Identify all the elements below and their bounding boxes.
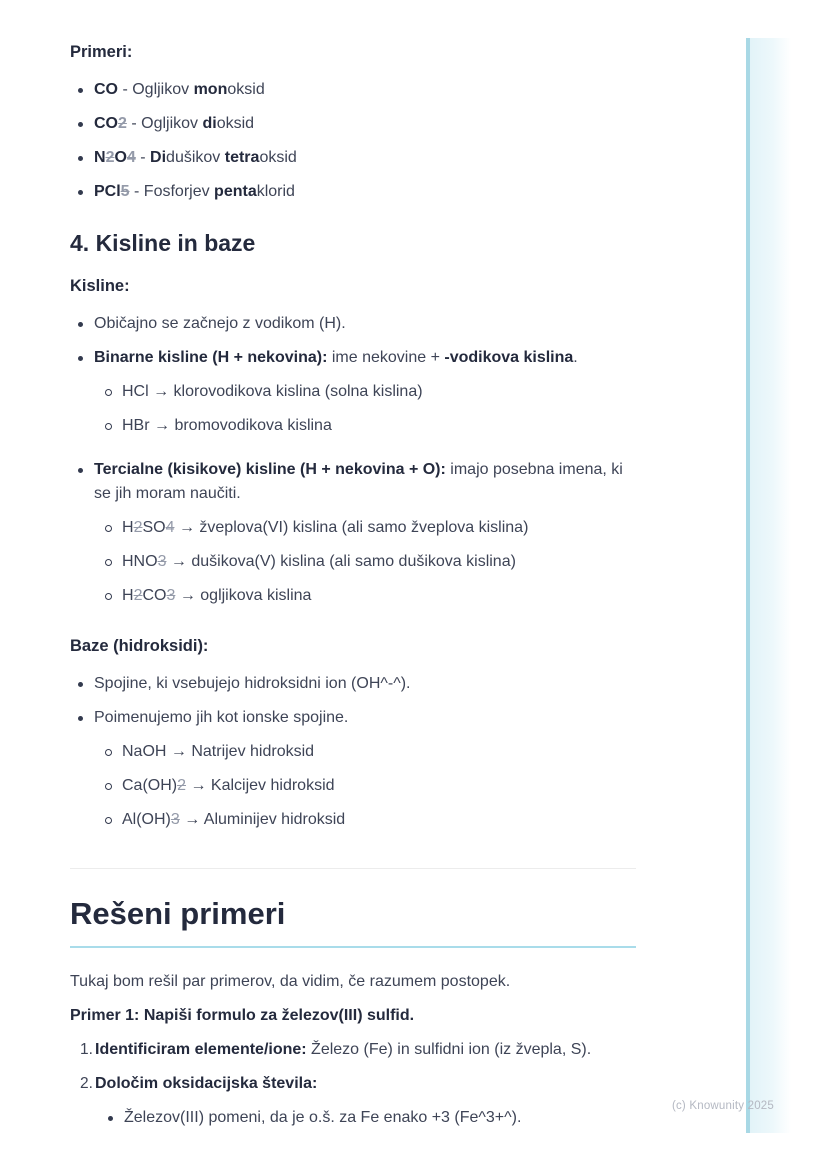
text-run: di <box>202 115 217 132</box>
text-run: Spojine, ki vsebujejo hidroksidni ion (OH^-^). <box>94 675 411 692</box>
kisline-list <box>70 312 636 618</box>
dot-shape <box>78 122 83 127</box>
text-run: Kisline: <box>70 277 130 295</box>
ring-shape <box>105 749 112 756</box>
text-run: H <box>122 519 134 536</box>
text-run: 2 <box>177 777 187 794</box>
circle-bullet-icon <box>105 808 122 824</box>
list-item <box>105 516 636 540</box>
text-run: PCl <box>94 183 121 200</box>
list-item <box>70 312 636 336</box>
dot-shape <box>78 356 83 361</box>
text-run: Običajno se začnejo z vodikom (H). <box>94 315 346 332</box>
list-item-text <box>94 346 636 448</box>
text-run: 4. Kisline in baze <box>70 230 256 256</box>
text-run: klorid <box>256 183 295 200</box>
text-run: tetra <box>224 149 260 166</box>
text-run: → Kalcijev hidroksid <box>186 777 335 794</box>
text-run: Ca(OH) <box>122 777 178 794</box>
ring-shape <box>105 817 112 824</box>
sub-list <box>105 516 636 608</box>
list-item-text <box>94 706 636 842</box>
list-item <box>105 584 636 608</box>
list-item-text <box>94 458 636 618</box>
list-item <box>106 1106 636 1130</box>
text-run: imajo posebna imena, ki se jih moram naučiti. <box>94 461 623 502</box>
text-run: ime nekovine + <box>327 349 445 366</box>
circle-bullet-icon <box>105 740 122 756</box>
text-run: -vodikova kislina <box>444 349 574 366</box>
text-run: Rešeni primeri <box>70 896 286 931</box>
dot-shape <box>78 716 83 721</box>
ring-shape <box>105 389 112 396</box>
text-run: → dušikova(V) kislina (ali samo dušikova kislina) <box>166 553 516 570</box>
list-item <box>105 808 636 832</box>
disc-bullet-icon <box>78 146 94 161</box>
list-item-text <box>94 112 636 136</box>
disc-bullet-icon <box>78 672 94 687</box>
list-number: 2. <box>80 1075 93 1092</box>
list-item <box>105 774 636 798</box>
sub-list <box>105 380 636 438</box>
text-run: O <box>114 149 127 166</box>
text-run: oksid <box>259 149 297 166</box>
circle-bullet-icon <box>105 380 122 396</box>
text-run: oksid <box>227 81 265 98</box>
text-run: HCl → klorovodikova kislina (solna kislina) <box>122 383 423 400</box>
list-item <box>70 180 636 204</box>
text-run: 2 <box>133 519 143 536</box>
list-item-text <box>95 1038 636 1062</box>
list-item-text <box>122 774 636 798</box>
disc-bullet-icon <box>78 112 94 127</box>
circle-bullet-icon <box>105 550 122 566</box>
ring-shape <box>105 783 112 790</box>
text-run: 3 <box>166 587 176 604</box>
list-item-text <box>94 146 636 170</box>
list-item-text <box>94 312 636 336</box>
text-run: Poimenujemo jih kot ionske spojine. <box>94 709 349 726</box>
text-run: Določim oksidacijska števila: <box>95 1075 318 1092</box>
copyright-watermark: (c) Knowunity 2025 <box>671 1100 774 1112</box>
primer-1-steps <box>70 1038 636 1140</box>
sub-list <box>106 1106 636 1130</box>
list-item <box>70 146 636 170</box>
baze-heading <box>70 634 636 658</box>
text-run: - Fosforjev <box>129 183 215 200</box>
kisline-heading <box>70 274 636 298</box>
page-edge-strip <box>746 38 791 1133</box>
section-divider <box>70 868 636 869</box>
text-run: H <box>122 587 134 604</box>
dot-shape <box>108 1116 113 1121</box>
list-item <box>70 458 636 618</box>
circle-bullet-icon <box>105 774 122 790</box>
text-run: Binarne kisline (H + nekovina): <box>94 349 328 366</box>
sub-list <box>105 740 636 832</box>
text-run: CO <box>94 115 118 132</box>
intro-paragraph <box>70 970 636 994</box>
ring-shape <box>105 423 112 430</box>
text-run: HNO <box>122 553 158 570</box>
text-run: 2 <box>105 149 115 166</box>
list-item <box>70 78 636 102</box>
list-item-text <box>122 516 636 540</box>
list-item <box>105 380 636 404</box>
primeri-heading <box>70 40 636 64</box>
dot-shape <box>78 88 83 93</box>
list-item-text <box>94 672 636 696</box>
dot-shape <box>78 682 83 687</box>
reseni-primeri-heading <box>70 895 636 948</box>
disc-bullet-icon <box>78 346 94 361</box>
dot-shape <box>78 322 83 327</box>
text-run: Železo (Fe) in sulfidni ion (iz žvepla, S). <box>306 1041 592 1058</box>
text-run: - <box>135 149 151 166</box>
text-run: Primeri: <box>70 43 133 61</box>
circle-bullet-icon <box>105 516 122 532</box>
list-item <box>70 1038 636 1062</box>
disc-bullet-icon <box>78 180 94 195</box>
text-run: 4 <box>126 149 136 166</box>
text-run: → žveplova(VI) kislina (ali samo žveplova kislina) <box>174 519 529 536</box>
text-run: Al(OH) <box>122 811 171 828</box>
list-item-text <box>94 180 636 204</box>
text-run: Tercialne (kisikove) kisline (H + nekovina + O): <box>94 461 446 478</box>
text-run: CO <box>94 81 118 98</box>
text-run: 2 <box>118 115 127 132</box>
text-run: . <box>573 349 578 366</box>
list-item <box>70 1072 636 1140</box>
disc-bullet-icon <box>78 458 94 473</box>
list-item-text <box>122 380 636 404</box>
text-run: 3 <box>157 553 167 570</box>
list-item-text <box>95 1072 636 1140</box>
baze-list <box>70 672 636 842</box>
list-number: 1. <box>80 1041 93 1058</box>
text-run: 5 <box>120 183 130 200</box>
text-run: → Aluminijev hidroksid <box>179 811 346 828</box>
text-run: CO <box>142 587 167 604</box>
list-item <box>70 346 636 448</box>
list-item <box>70 672 636 696</box>
text-run: NaOH → Natrijev hidroksid <box>122 743 315 760</box>
dot-shape <box>78 190 83 195</box>
text-run: - Ogljikov <box>118 81 194 98</box>
text-run: Železov(III) pomeni, da je o.š. za Fe enako +3 (Fe^3+^). <box>124 1109 522 1126</box>
list-item-text <box>124 1106 636 1130</box>
list-item-text <box>122 414 636 438</box>
dot-shape <box>78 156 83 161</box>
text-run: HBr → bromovodikova kislina <box>122 417 332 434</box>
text-run: Primer 1: Napiši formulo za železov(III) sulfid. <box>70 1007 415 1024</box>
circle-bullet-icon <box>105 414 122 430</box>
list-item <box>105 740 636 764</box>
text-run: → ogljikova kislina <box>175 587 312 604</box>
primer-1-heading <box>70 1004 636 1028</box>
list-item-text <box>122 584 636 608</box>
list-item <box>70 706 636 842</box>
text-run: 2 <box>133 587 143 604</box>
text-run: - Ogljikov <box>126 115 203 132</box>
text-run: mon <box>193 81 228 98</box>
text-run: oksid <box>216 115 255 132</box>
text-run: Tukaj bom rešil par primerov, da vidim, če razumem postopek. <box>70 973 511 990</box>
list-item-text <box>94 78 636 102</box>
text-run: N <box>94 149 106 166</box>
list-item-text <box>122 740 636 764</box>
disc-bullet-icon <box>78 706 94 721</box>
text-run: 3 <box>170 811 180 828</box>
section-4-heading <box>70 228 636 258</box>
ring-shape <box>105 593 112 600</box>
disc-bullet-icon <box>78 312 94 327</box>
list-item <box>105 550 636 574</box>
list-item <box>105 414 636 438</box>
ring-shape <box>105 525 112 532</box>
text-run: SO <box>142 519 166 536</box>
oxide-examples-list <box>70 78 636 204</box>
dot-shape <box>78 468 83 473</box>
list-item-text <box>122 550 636 574</box>
text-run: penta <box>214 183 257 200</box>
disc-bullet-icon <box>78 78 94 93</box>
text-run: Baze (hidroksidi): <box>70 637 209 655</box>
list-item-text <box>122 808 636 832</box>
text-run: dušikov <box>166 149 225 166</box>
text-run: 4 <box>165 519 175 536</box>
document-page <box>70 40 636 1150</box>
disc-bullet-icon <box>108 1106 124 1121</box>
text-run: Identificiram elemente/ione: <box>95 1041 307 1058</box>
text-run: Di <box>150 149 167 166</box>
list-item <box>70 112 636 136</box>
ring-shape <box>105 559 112 566</box>
circle-bullet-icon <box>105 584 122 600</box>
